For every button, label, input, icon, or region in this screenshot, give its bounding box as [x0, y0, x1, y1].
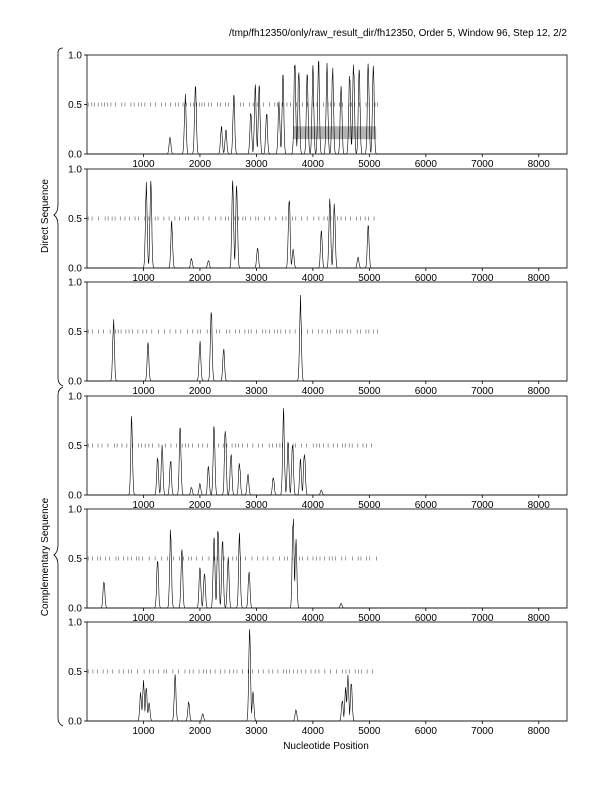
- plot-frame: [87, 622, 567, 721]
- x-tick-label: 1000: [132, 273, 155, 284]
- x-tick-label: 7000: [471, 500, 494, 511]
- x-tick-label: 4000: [301, 500, 325, 511]
- x-tick-label: 6000: [414, 613, 437, 624]
- x-tick-label: 3000: [245, 726, 268, 737]
- signal-line: [87, 629, 567, 721]
- x-tick-label: 8000: [527, 159, 550, 170]
- x-tick-label: 4000: [301, 386, 325, 397]
- threshold-ticks: [88, 217, 374, 221]
- panel-2: [68, 165, 567, 285]
- signal-line: [87, 295, 567, 381]
- x-tick-label: 2000: [188, 726, 212, 737]
- y-tick-label: 0.5: [68, 441, 82, 452]
- threshold-ticks: [88, 557, 376, 561]
- x-tick-label: 3000: [245, 273, 268, 284]
- panel-1: [68, 51, 567, 171]
- x-tick-label: 5000: [358, 273, 381, 284]
- y-tick-label: 0.5: [68, 214, 82, 225]
- y-tick-label: 0.5: [68, 327, 82, 338]
- y-tick-label: 1.0: [68, 50, 82, 62]
- x-tick-label: 3000: [245, 500, 268, 511]
- y-tick-label: 1.0: [68, 277, 82, 289]
- panel-5: [68, 505, 567, 625]
- x-tick-label: 3000: [245, 386, 268, 397]
- x-tick-label: 5000: [358, 500, 381, 511]
- y-tick-label: 0.0: [68, 149, 82, 161]
- panel-6: [68, 618, 567, 738]
- y-tick-label: 1.0: [68, 504, 82, 516]
- x-tick-label: 8000: [527, 613, 550, 624]
- x-tick-label: 6000: [414, 159, 437, 170]
- panel-3: [68, 278, 567, 398]
- x-tick-label: 1000: [132, 500, 155, 511]
- x-tick-label: 6000: [414, 386, 437, 397]
- x-tick-label: 7000: [471, 273, 494, 284]
- group-label-complementary: Complementary Sequence: [40, 497, 51, 617]
- y-tick-label: 1.0: [68, 164, 82, 176]
- x-tick-label: 2000: [188, 159, 212, 170]
- plot-frame: [87, 169, 567, 268]
- y-tick-label: 1.0: [68, 617, 82, 629]
- signal-line: [87, 408, 567, 495]
- signal-line: [87, 181, 567, 269]
- x-tick-label: 5000: [358, 159, 381, 170]
- x-tick-label: 4000: [301, 726, 325, 737]
- threshold-ticks: [88, 670, 372, 674]
- x-tick-label: 8000: [527, 726, 550, 737]
- x-tick-label: 6000: [414, 726, 437, 737]
- panels-container: [68, 51, 567, 738]
- x-tick-label: 6000: [414, 273, 437, 284]
- group-label-direct: Direct Sequence: [40, 179, 51, 253]
- signal-line: [87, 61, 567, 154]
- x-tick-label: 3000: [245, 159, 268, 170]
- y-tick-label: 0.0: [68, 490, 82, 502]
- x-tick-label: 3000: [245, 613, 268, 624]
- y-tick-label: 0.5: [68, 667, 82, 678]
- x-tick-label: 2000: [188, 500, 212, 511]
- x-tick-label: 7000: [471, 159, 494, 170]
- signal-line: [87, 519, 567, 608]
- x-tick-label: 4000: [301, 159, 325, 170]
- y-tick-label: 0.5: [68, 100, 82, 111]
- x-tick-label: 5000: [358, 726, 381, 737]
- y-tick-label: 1.0: [68, 391, 82, 403]
- x-axis-title: Nucleotide Position: [283, 741, 369, 752]
- y-tick-label: 0.0: [68, 603, 82, 615]
- figure-header: /tmp/fh12350/only/raw_result_dir/fh12350, Order 5, Window 96, Step 12, 2/2: [229, 28, 567, 39]
- x-tick-label: 7000: [471, 613, 494, 624]
- x-tick-label: 8000: [527, 386, 550, 397]
- x-tick-label: 1000: [132, 613, 155, 624]
- x-tick-label: 6000: [414, 500, 437, 511]
- plot-frame: [87, 282, 567, 381]
- x-tick-label: 5000: [358, 613, 381, 624]
- x-tick-label: 2000: [188, 273, 212, 284]
- x-tick-label: 5000: [358, 386, 381, 397]
- group-bracket-complementary: [54, 387, 63, 726]
- x-tick-label: 1000: [132, 386, 155, 397]
- threshold-ticks: [88, 330, 377, 334]
- x-tick-label: 4000: [301, 273, 325, 284]
- x-tick-label: 2000: [188, 386, 212, 397]
- x-tick-label: 8000: [527, 500, 550, 511]
- threshold-ticks: [88, 103, 378, 107]
- y-tick-label: 0.0: [68, 263, 82, 275]
- x-tick-label: 2000: [188, 613, 212, 624]
- x-tick-label: 1000: [132, 159, 155, 170]
- x-tick-label: 4000: [301, 613, 325, 624]
- y-tick-label: 0.5: [68, 554, 82, 565]
- x-tick-label: 7000: [471, 386, 494, 397]
- group-bracket-direct: [54, 48, 63, 386]
- x-tick-label: 8000: [527, 273, 550, 284]
- y-tick-label: 0.0: [68, 716, 82, 728]
- x-tick-label: 1000: [132, 726, 155, 737]
- x-tick-label: 7000: [471, 726, 494, 737]
- panel-4: [68, 392, 567, 512]
- y-tick-label: 0.0: [68, 376, 82, 388]
